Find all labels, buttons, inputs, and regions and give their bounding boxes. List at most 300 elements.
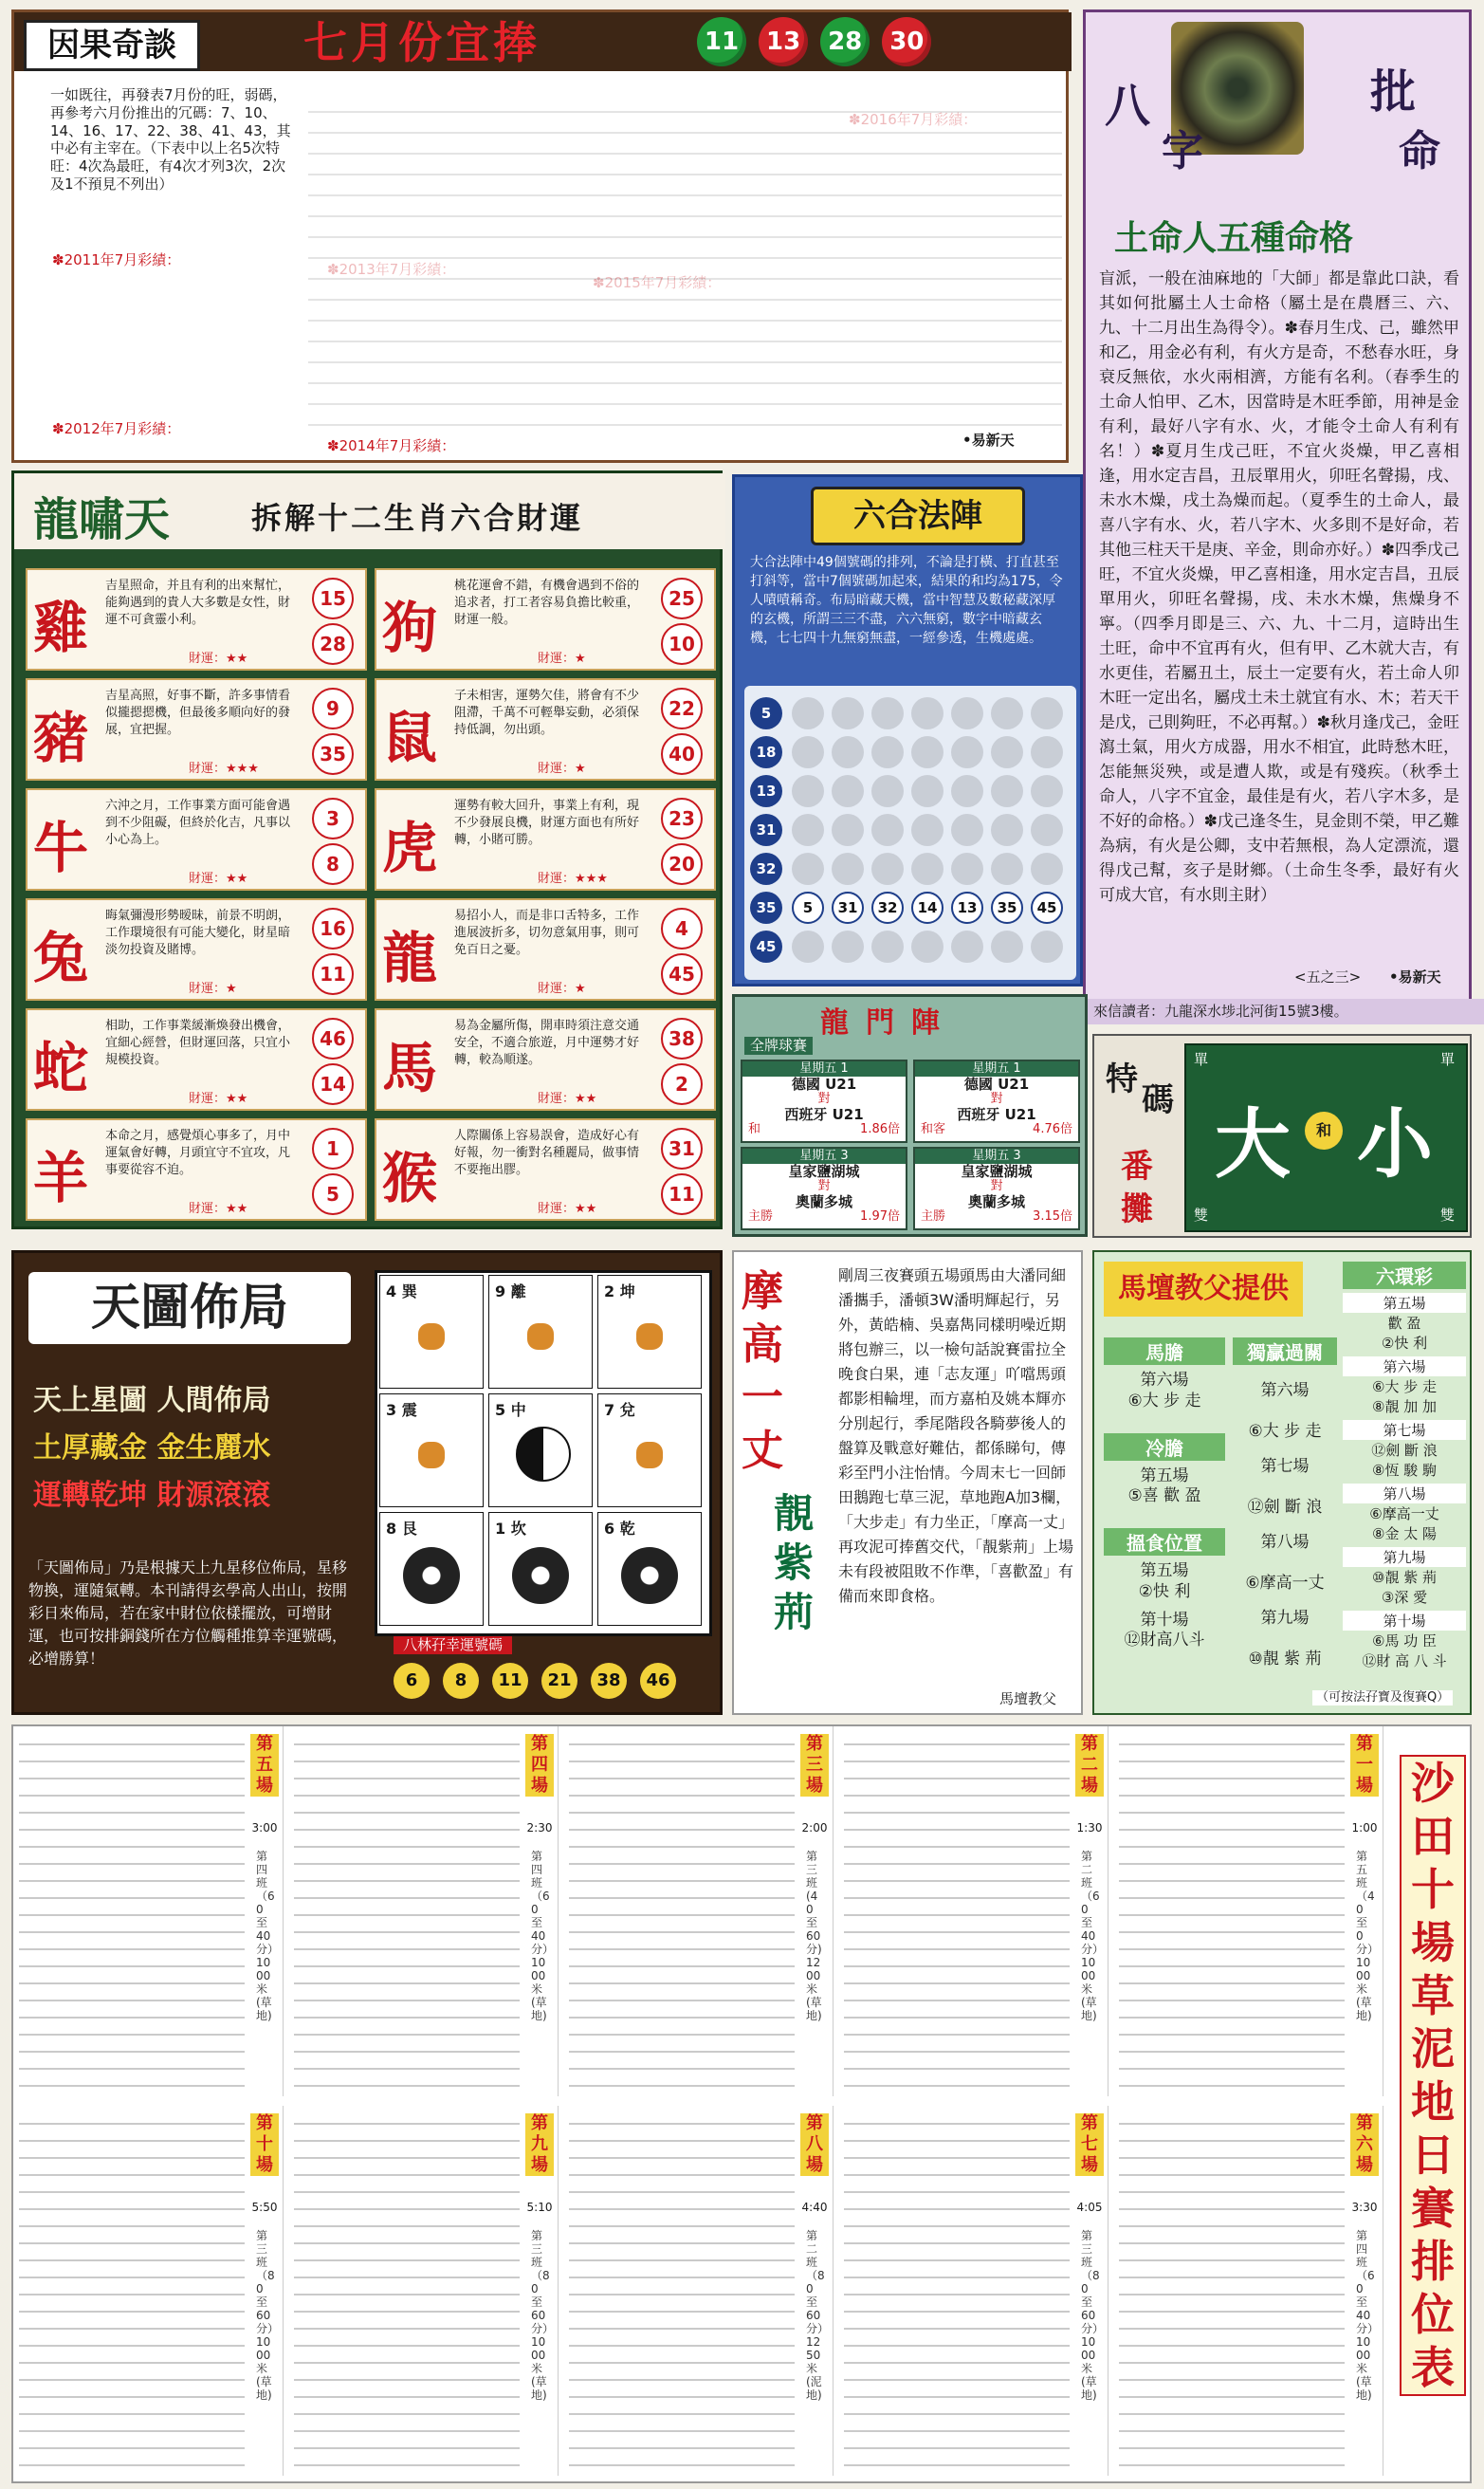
liuhe-cell: [871, 697, 904, 729]
bazi-char-ming: 命: [1399, 127, 1440, 175]
sixring-horse: ⑧金 太 陽: [1372, 1525, 1437, 1542]
race-entries: [19, 2113, 245, 2468]
race-entries: [1119, 2113, 1345, 2468]
liuhe-cell: [911, 931, 944, 963]
zodiac-number: 40: [661, 733, 703, 775]
bazi-char-ba: 八: [1105, 80, 1151, 133]
liuhe-body: 大合法陣中49個號碼的排列，不論是打橫、打直甚至打斜等，當中7個號碼加起來，結果的和均為175，令人嘖嘖稱奇。布局暗藏天機，當中智慧及數秘藏深厚的玄機，所謂三三不盡，六六無窮，數字中暗藏玄機，七七四十九無窮無盡，一經參透，生機處處。: [750, 555, 1063, 646]
gate-day: 星期五 3: [915, 1149, 1078, 1164]
sixring-horse: ②快 利: [1381, 1335, 1428, 1352]
liuhe-cell: [832, 775, 864, 807]
mogo-title2: 靚紫荊: [774, 1490, 815, 1635]
tip-race: 第六場: [1260, 1381, 1310, 1400]
dragon-gate-panel: [732, 994, 1088, 1237]
liuhe-cell: [1031, 775, 1063, 807]
zodiac-text: 相助，工作事業緩漸煥發出機會，宜細心經營，但財運回落，只宜小規模投資。: [105, 1019, 291, 1067]
race-block: [288, 2106, 559, 2476]
liuhe-cell: [911, 736, 944, 768]
tiantu-cell: [488, 1393, 593, 1507]
year-2011-label: ✽2011年7月彩績：: [52, 251, 181, 268]
tiantu-cell: [379, 1512, 484, 1626]
race-number: 第四場: [525, 1734, 554, 1797]
zodiac-luck: 財運：★★: [538, 1092, 597, 1106]
zodiac-number: 11: [312, 953, 354, 995]
zodiac-number: 4: [661, 908, 703, 950]
zodiac-number: 8: [312, 843, 354, 885]
zodiac-animal: 馬: [382, 1036, 438, 1100]
tiantu-cell-label: 1 坎: [495, 1520, 526, 1538]
zodiac-animal: 鼠: [382, 706, 438, 770]
zodiac-row: [26, 568, 367, 671]
gate-card: [913, 1060, 1080, 1143]
race-entries: [294, 2113, 520, 2468]
liuhe-cell: [832, 697, 864, 729]
race-time: 4:40: [801, 2201, 828, 2214]
liuhe-grid: [744, 686, 1076, 980]
gate-bet-type: 和: [748, 1122, 761, 1136]
zodiac-luck: 財運：★★: [189, 872, 248, 886]
race-block: [1113, 1726, 1383, 2096]
gate-team1: 皇家鹽湖城: [788, 1163, 860, 1180]
liuhe-cell: [832, 853, 864, 885]
gem-icon: [636, 1442, 663, 1468]
zodiac-text: 子未相害，運勢欠佳，將會有不少阻滯，千萬不可輕舉妄動，必須保持低調，勿出頭。: [454, 689, 640, 737]
race-entries: [569, 2113, 795, 2468]
race-number: 第九場: [525, 2113, 554, 2176]
race-class: 第四班（60至40分）1000米(草地): [256, 1850, 275, 2022]
gate-bet-type: 主勝: [921, 1209, 946, 1224]
liuhe-cell: [991, 775, 1023, 807]
liuhe-cell: [991, 697, 1023, 729]
zodiac-luck: 財運：★: [538, 982, 586, 996]
race-block: [563, 1726, 834, 2096]
gate-team2: 西班牙 U21: [784, 1106, 864, 1123]
tiantu-cell-label: 2 坤: [604, 1282, 635, 1300]
race-time: 2:00: [801, 1821, 828, 1834]
sixring-horse: 歡 盈: [1387, 1315, 1421, 1332]
mogo-author: 馬壇教父: [999, 1690, 1057, 1707]
dragon-subtitle: 拆解十二生肖六合財運: [251, 500, 584, 536]
race-block: [838, 2106, 1108, 2476]
tiantu-cell: [597, 1393, 702, 1507]
zodiac-animal: 兔: [33, 926, 89, 990]
zodiac-row: [26, 1118, 367, 1221]
columns-filler: [308, 98, 1062, 430]
tema-char-tan: 攤: [1121, 1190, 1153, 1228]
liuhe-cell: [951, 775, 983, 807]
tiantu-line2: 土厚藏金 金生麗水: [33, 1431, 271, 1465]
zodiac-luck: 財運：★★: [189, 1202, 248, 1216]
liuhe-side-number: 32: [750, 853, 782, 885]
liuhe-side-number: 35: [750, 892, 782, 924]
corner-tl: 單: [1194, 1051, 1209, 1068]
tip-horse: ⑫劍 斷 浪: [1247, 1498, 1323, 1517]
race-time: 5:10: [526, 2201, 553, 2214]
liuhe-cell: [792, 853, 824, 885]
tiantu-cell: [379, 1275, 484, 1389]
corner-br: 雙: [1440, 1207, 1456, 1224]
liuhe-cell: [871, 931, 904, 963]
tip-horse: ⑥摩高一丈: [1245, 1574, 1325, 1593]
bazi-subtitle: 土命人五種命格: [1114, 218, 1354, 258]
a2-horse: ⑤喜 歡 盈: [1127, 1486, 1201, 1506]
gate-odds: 4.76倍: [1033, 1122, 1072, 1136]
race-number: 第一場: [1350, 1734, 1379, 1797]
liuhe-side-number: 31: [750, 814, 782, 846]
col-a2-header: 冷膽: [1104, 1433, 1225, 1461]
gem-icon: [418, 1323, 445, 1350]
col-a3-header: 搵食位置: [1104, 1528, 1225, 1556]
tiantu-body: 「天圖佈局」乃是根據天上九星移位佈局，星移物換，運隨氣轉。本刊請得玄學高人出山，按開彩日來佈局，若在家中財位依樣擺放，可增財運，也可按排銅錢所在方位觸種推算幸運號碼，必增勝算！: [28, 1558, 348, 1668]
race-time: 5:50: [251, 2201, 278, 2214]
liuhe-side-number: 18: [750, 736, 782, 768]
liuhe-cell: [951, 931, 983, 963]
sixring-race: 第五場: [1343, 1293, 1466, 1313]
zodiac-row: [375, 568, 716, 671]
sixring-race: 第七場: [1343, 1420, 1466, 1440]
tiantu-cell-label: 9 離: [495, 1282, 526, 1300]
race-class: 第二班（80至60分）1250米(泥地): [806, 2229, 825, 2402]
race-block: [563, 2106, 834, 2476]
zodiac-row: [26, 1008, 367, 1111]
tema-mid: 和: [1305, 1112, 1343, 1150]
zodiac-number: 2: [661, 1063, 703, 1105]
liuhe-cell: [871, 775, 904, 807]
liuhe-cell: [1031, 736, 1063, 768]
zodiac-luck: 財運：★★: [538, 1202, 597, 1216]
race-time: 2:30: [526, 1821, 553, 1834]
tiantu-grid: [375, 1270, 712, 1636]
zodiac-luck: 財運：★★: [189, 1092, 248, 1106]
a3-race2: 第十場: [1140, 1610, 1189, 1630]
tip-horse: ⑥大 步 走: [1248, 1422, 1322, 1441]
gate-vs: 對: [817, 1179, 831, 1193]
race-block: [838, 1726, 1108, 2096]
col-b-header: 獨贏過關: [1233, 1337, 1337, 1365]
tema-char-te: 特: [1106, 1060, 1138, 1098]
gate-cards: [741, 1060, 1082, 1234]
tema-char-ma: 碼: [1142, 1081, 1174, 1119]
race-entries: [294, 1734, 520, 2089]
race-class: 第五班（40至0分）1000米(草地): [1356, 1850, 1375, 2022]
gate-bet: [742, 1209, 906, 1225]
sixring-race: 第九場: [1343, 1547, 1466, 1567]
zodiac-animal: 狗: [382, 596, 438, 660]
zodiac-number: 16: [312, 908, 354, 950]
year-2014-label: ✽2014年7月彩績：: [327, 437, 456, 454]
race-top-row: [13, 1726, 1388, 2096]
dragon-title: 龍嘯天: [33, 493, 171, 546]
zodiac-number: 31: [661, 1128, 703, 1170]
gate-card: [741, 1147, 907, 1230]
zodiac-row: [375, 1008, 716, 1111]
gate-team2: 奧蘭多城: [795, 1193, 852, 1210]
ball-2: 13: [759, 17, 808, 66]
race-number: 第二場: [1075, 1734, 1104, 1797]
gate-vs: 對: [990, 1092, 1003, 1106]
zodiac-text: 晦氣彌漫形勢暧昧，前景不明朗，工作環境很有可能大變化，財星暗淡勿投資及賭博。: [105, 909, 291, 957]
tip-race: 第九場: [1260, 1609, 1310, 1628]
gate-card: [741, 1060, 907, 1143]
july-headline: 七月份宜捧: [303, 17, 540, 68]
zodiac-row: [375, 788, 716, 891]
race-entries: [569, 1734, 795, 2089]
tiantu-panel: [11, 1250, 723, 1715]
corner-tr: 單: [1440, 1051, 1456, 1068]
liuhe-side-number: 13: [750, 775, 782, 807]
a3-horse2: ⑫財高八斗: [1124, 1631, 1205, 1650]
race-block: [1113, 2106, 1383, 2476]
race-entries: [844, 2113, 1070, 2468]
race-time: 4:05: [1076, 2201, 1103, 2214]
liuhe-cell: [911, 853, 944, 885]
zodiac-animal: 牛: [33, 816, 89, 880]
zodiac-number: 23: [661, 798, 703, 839]
lucky-number: 38: [591, 1663, 627, 1699]
mogo-panel: [732, 1250, 1083, 1715]
tiantu-line1: 天上星圖 人間佈局: [33, 1384, 271, 1417]
gate-bet-type: 和客: [921, 1122, 946, 1136]
liuhe-cell: [991, 814, 1023, 846]
race-class: 第四班（60至40分）1000米(草地): [1356, 2229, 1375, 2402]
zodiac-animal: 豬: [33, 706, 89, 770]
zodiac-animal: 羊: [33, 1146, 89, 1210]
race-class: 第二班（60至40分）1000米(草地): [1081, 1850, 1100, 2022]
liuhe-highlight-number: 45: [1031, 892, 1063, 924]
zodiac-luck: 財運：★: [538, 762, 586, 776]
zodiac-animal: 猴: [382, 1146, 438, 1210]
gate-team1: 德國 U21: [963, 1076, 1030, 1093]
zodiac-text: 易招小人，而是非口舌特多，工作進展波折多，切勿意氣用事，則可免百日之憂。: [454, 909, 640, 957]
zodiac-text: 運勢有較大回升，事業上有利，現不少發展良機，財運方面也有所好轉，小賭可勝。: [454, 799, 640, 847]
tip-horse: ⑩靚 紫 荊: [1248, 1650, 1322, 1669]
zodiac-number: 28: [312, 623, 354, 665]
liuhe-cell: [792, 775, 824, 807]
liuhe-side-number: 45: [750, 931, 782, 963]
liuhe-cell: [911, 697, 944, 729]
tiantu-lucky-label: 八林孖幸運號碼: [394, 1636, 512, 1654]
sixring-horse: ⑧恆 駿 駒: [1372, 1462, 1437, 1479]
liuhe-cell: [871, 853, 904, 885]
gate-team1: 德國 U21: [791, 1076, 857, 1093]
tiantu-cell: [488, 1275, 593, 1389]
race-time: 3:30: [1351, 2201, 1378, 2214]
col-a-header: 馬膽: [1104, 1337, 1225, 1365]
race-number: 第三場: [800, 1734, 829, 1797]
gate-day: 星期五 1: [915, 1061, 1078, 1077]
gem-icon: [418, 1442, 445, 1468]
zodiac-text: 本命之月，感覺煩心事多了，月中運氣會好轉，月頭宜守不宜攻，凡事要從容不迫。: [105, 1129, 291, 1177]
gate-vs: 對: [990, 1179, 1003, 1193]
gate-bet: [742, 1122, 906, 1137]
tiantu-lucky-numbers: [394, 1663, 689, 1699]
tiantu-cell: [597, 1275, 702, 1389]
zodiac-text: 吉星高照，好事不斷，許多事情看似攏摁摁機，但最後多順向好的發展，宜把握。: [105, 689, 291, 737]
zodiac-text: 人際關係上容易誤會，造成好心有好報，勿一衝對名種麗局，做事情不要拖出膠。: [454, 1129, 640, 1177]
bazi-author: •易新天: [1389, 968, 1441, 986]
sixring-horse: ⑩靚 紫 荊: [1372, 1569, 1437, 1586]
zodiac-number: 15: [312, 578, 354, 619]
zodiac-number: 38: [661, 1018, 703, 1060]
zodiac-text: 易為金屬所傷，開車時須注意交通安全，不適合旅遊，月中運勢才好轉，較為順遂。: [454, 1019, 640, 1067]
gate-vs: 對: [817, 1092, 831, 1106]
yin-yang-icon: [516, 1427, 571, 1482]
sixring-race: 第十場: [1343, 1611, 1466, 1631]
tema-panel: [1092, 1034, 1472, 1238]
bazi-char-pi: 批: [1370, 65, 1417, 119]
july-balls: [697, 17, 939, 66]
liuhe-cell: [1031, 853, 1063, 885]
tiantu-cell-label: 6 乾: [604, 1520, 635, 1538]
gate-card: [913, 1147, 1080, 1230]
gem-icon: [636, 1323, 663, 1350]
race-entries: [1119, 1734, 1345, 2089]
july-intro: 一如既往，再發表7月份的旺，弱碼，再參考六月份推出的冗碼：7、10、14、16、17、22、38、41、43，其中必有主宰在。（下表中以上名5次特旺：4次為最旺，有4次才列3次，2次及1不預見不列出）: [50, 86, 291, 193]
race-number: 第五場: [250, 1734, 279, 1797]
dragon-gate-title: 龍門陣: [820, 1006, 957, 1040]
mogo-title1: 摩高一丈: [742, 1267, 783, 1475]
gate-team1: 皇家鹽湖城: [961, 1163, 1033, 1180]
liuhe-cell: [792, 736, 824, 768]
zodiac-number: 9: [312, 688, 354, 729]
racecard-side-title: 沙田十場草泥地日賽排位表: [1400, 1755, 1466, 2396]
lucky-number: 11: [492, 1663, 528, 1699]
liuhe-cell: [991, 736, 1023, 768]
race-class: 第三班（80至60分）1000米(草地): [1081, 2229, 1100, 2402]
col-c-header: 六環彩: [1343, 1262, 1466, 1289]
zodiac-number: 22: [661, 688, 703, 729]
dragon-gate-tag: 全牌球賽: [744, 1037, 813, 1055]
race-bottom-row: [13, 2106, 1388, 2476]
zodiac-row: [26, 678, 367, 781]
tip-race: 第七場: [1260, 1457, 1310, 1476]
tiantu-cell-label: 8 艮: [386, 1520, 417, 1538]
liuhe-highlight-number: 31: [832, 892, 864, 924]
bazi-signature: <五之三>: [1294, 968, 1362, 986]
ball-3: 28: [820, 17, 870, 66]
race-block: [13, 1726, 284, 2096]
yinguo-badge: 因果奇談: [24, 20, 200, 71]
zodiac-number: 20: [661, 843, 703, 885]
zodiac-number: 11: [661, 1173, 703, 1215]
tiantu-cell-label: 7 兌: [604, 1401, 635, 1419]
tiantu-cell-label: 3 震: [386, 1401, 417, 1419]
race-entries: [844, 1734, 1070, 2089]
sixring-horse: ⑫財 高 八 斗: [1362, 1652, 1447, 1669]
liuhe-cell: [1031, 931, 1063, 963]
zodiac-text: 桃花運會不錯，有機會遇到不俗的追求者，打工者容易負擔比較重，財運一般。: [454, 579, 640, 627]
a1-horse: ⑥大 步 走: [1127, 1391, 1201, 1410]
sixring-horse: ⑫劍 斷 浪: [1371, 1442, 1438, 1459]
tema-big: 大: [1215, 1099, 1291, 1189]
zodiac-text: 吉星照命，并且有利的出來幫忙，能夠遇到的貴人大多數是女性，財運不可貪靈小利。: [105, 579, 291, 627]
liuhe-highlight-number: 5: [792, 892, 824, 924]
tiantu-cell-label: 5 中: [495, 1401, 526, 1419]
tiantu-cell-label: 4 巽: [386, 1282, 417, 1300]
zodiac-row: [26, 898, 367, 1001]
liuhe-cell: [1031, 814, 1063, 846]
zodiac-animal: 蛇: [33, 1036, 89, 1100]
liuhe-cell: [991, 931, 1023, 963]
tiantu-cell: [379, 1393, 484, 1507]
liuhe-highlight-number: 13: [951, 892, 983, 924]
race-number: 第七場: [1075, 2113, 1104, 2176]
zodiac-luck: 財運：★: [538, 652, 586, 666]
tiantu-cell: [488, 1512, 593, 1626]
zodiac-animal: 龍: [382, 926, 438, 990]
race-time: 1:00: [1351, 1821, 1378, 1834]
tema-char-fan: 番: [1121, 1148, 1153, 1186]
sixring-horse: ⑥大 步 走: [1372, 1378, 1437, 1395]
lucky-number: 8: [443, 1663, 479, 1699]
race-class: 第三班（80至60分）1000米(草地): [256, 2229, 275, 2402]
col-c: [1343, 1262, 1466, 1670]
gate-odds: 1.86倍: [860, 1122, 900, 1136]
coin-icon: [512, 1547, 569, 1604]
racecard-panel: [11, 1724, 1472, 2483]
zodiac-row: [375, 898, 716, 1001]
zodiac-number: 45: [661, 953, 703, 995]
a3-race1: 第五場: [1140, 1561, 1189, 1580]
zodiac-row: [26, 788, 367, 891]
gate-odds: 3.15倍: [1033, 1209, 1072, 1224]
coin-icon: [621, 1547, 678, 1604]
liuhe-cell: [792, 931, 824, 963]
zodiac-luck: 財運：★★★: [189, 762, 259, 776]
zodiac-row: [375, 678, 716, 781]
col-a: [1104, 1337, 1225, 1651]
liuhe-cell: [832, 814, 864, 846]
race-number: 第六場: [1350, 2113, 1379, 2176]
gate-day: 星期五 3: [742, 1149, 906, 1164]
liuhe-cell: [871, 814, 904, 846]
liuhe-cell: [951, 814, 983, 846]
race-time: 1:30: [1076, 1821, 1103, 1834]
dragon-panel: [11, 470, 723, 1229]
gate-team2: 奧蘭多城: [967, 1193, 1025, 1210]
horse-tips-note: （可按法孖寶及復賽Q）: [1312, 1690, 1453, 1705]
race-number: 第八場: [800, 2113, 829, 2176]
race-block: [13, 2106, 284, 2476]
race-time: 3:00: [251, 1821, 278, 1834]
liuhe-cell: [951, 853, 983, 885]
bazi-body: 盲派，一般在油麻地的「大師」都是靠此口訣，看其如何批屬土人士命格（屬土是在農曆三、六、九、十二月出生為得令）。✽春月生戊、己，雖然甲和乙，用金必有利，有火方是奇，不愁春水旺，身衰反無依，水火兩相濟，方能有名利。（春季生的土命人怕甲、乙木，因當時是木旺季節，用神是金有利，最好八字有水、火，才能令土命人有利有名！）✽夏月生戊己旺，不宜火炎燥，甲乙喜相逢，用水定吉昌，丑辰單用火，卯旺名聲揚，戌、未水木燥，戌土為燥而起。（夏季生的土命人，最喜八字有水、火，若八字木、火多則不是好命，若其他三柱天干是庚、辛金，則命亦好。）✽四季戊己旺，不宜火炎燥，甲乙喜相逢，用水定吉昌，丑辰單用火，卯旺名聲揚，戌、未水木燥，焦燥身不寧。（四季月即是三、六、九、十二月，這時出生土旺，命中不宜再有火，但有甲、乙木就大吉，有水更佳，若屬丑土，辰土一定要有火，若土命人卯木旺一定出名，屬戌土未土就宜有水、木；若天干是戊，己則夠旺，不必再幫。）✽秋月逢戊己，金旺瀉土氣，用火方成器，用水不相宜，此時愁木旺，怎能無災殃，或是遭人欺，或是有殘疾。（秋季土命人，八字不宜金，最佳是有火，若八字木多，是不好的命格。）✽戊己逢冬生，見金則不榮，甲乙難為病，有火是公卿，支中若無根，為人定漂流，還得戊己幫，亥子是財鄉。（土命生冬季，最好有火可成大官，有水則主財）: [1099, 269, 1459, 905]
liuhe-cell: [911, 775, 944, 807]
lucky-number: 6: [394, 1663, 430, 1699]
gate-bet: [915, 1209, 1078, 1225]
bazi-char-zi: 字: [1162, 127, 1203, 175]
zodiac-number: 5: [312, 1173, 354, 1215]
zodiac-number: 1: [312, 1128, 354, 1170]
liuhe-cell: [951, 697, 983, 729]
lucky-number: 21: [541, 1663, 577, 1699]
liuhe-cell: [911, 814, 944, 846]
zodiac-number: 25: [661, 578, 703, 619]
zodiac-luck: 財運：★★: [189, 652, 248, 666]
coin-icon: [403, 1547, 460, 1604]
race-class: 第四班（60至40分）1000米(草地): [531, 1850, 550, 2022]
sixring-horse: ⑧靚 加 加: [1372, 1398, 1437, 1415]
gate-team2: 西班牙 U21: [957, 1106, 1036, 1123]
zodiac-row: [375, 1118, 716, 1221]
reader-letter: 來信讀者：九龍深水埗北河街15號3樓。: [1086, 999, 1484, 1024]
race-block: [288, 1726, 559, 2096]
zodiac-luck: 財運：★★★: [538, 872, 608, 886]
liuhe-side-number: 5: [750, 697, 782, 729]
sixring-horse: ⑥摩高一丈: [1369, 1505, 1439, 1522]
liuhe-highlight-number: 35: [991, 892, 1023, 924]
tiantu-title: 天圖佈局: [28, 1272, 351, 1344]
